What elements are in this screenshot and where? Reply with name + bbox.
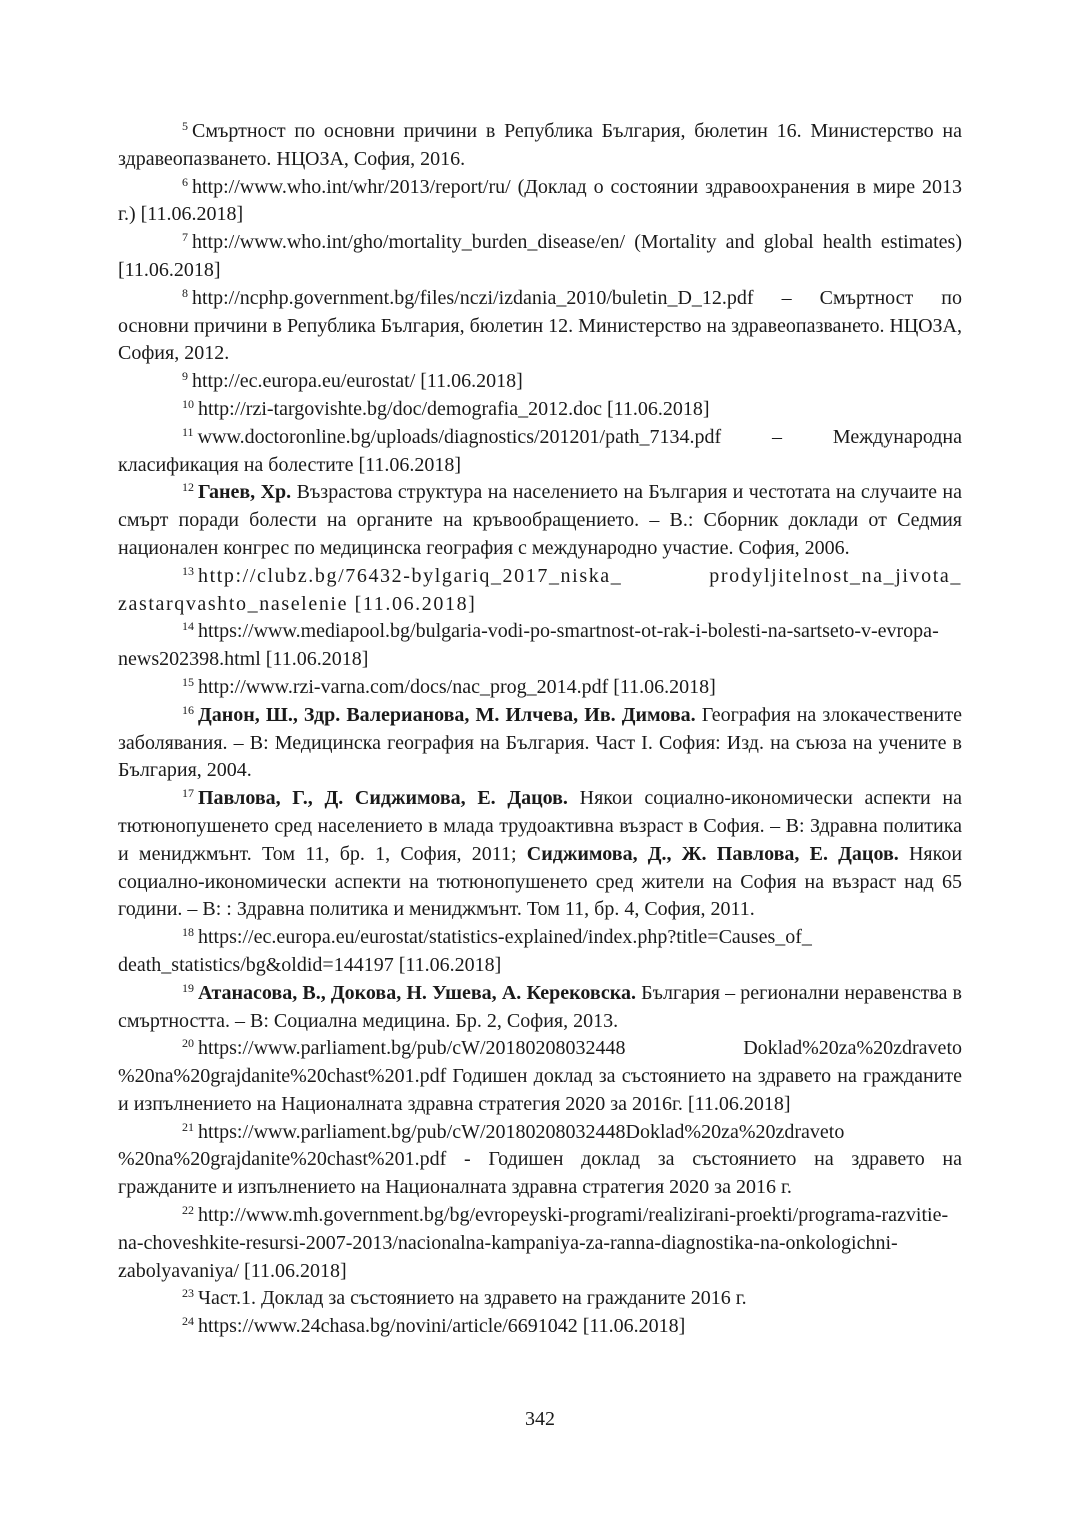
footnote-text: http://www.who.int/whr/2013/report/ru/ (Доклад о состоянии здравоохранения в мире 2013 г.) [11.06.2018]	[118, 175, 962, 226]
page-number: 342	[525, 1408, 555, 1430]
footnote	[118, 396, 962, 424]
footnote	[118, 702, 962, 785]
footnote	[118, 1313, 962, 1341]
footnote-text: https://www.mediapool.bg/bulgaria-vodi-po-smartnost-ot-rak-i-bolesti-na-sartseto-v-evropa-news202398.html [11.06.2018]	[118, 620, 939, 671]
footnote-number: 14	[182, 619, 194, 634]
footnote	[118, 424, 962, 480]
footnote-number: 10	[182, 396, 194, 411]
footnote-number: 17	[182, 786, 194, 801]
footnote-number: 21	[182, 1119, 194, 1134]
footnote-number: 22	[182, 1203, 194, 1218]
footnote	[118, 563, 962, 619]
footnote-text: http://ec.europa.eu/eurostat/ [11.06.2018]	[192, 370, 523, 393]
footnote-author: Атанасова, В., Докова, Н. Ушева, А. Керековска.	[198, 981, 636, 1004]
footnote	[118, 368, 962, 396]
footnote-number: 18	[182, 925, 194, 940]
footnote-text: Част.1. Доклад за състоянието на здравето на гражданите 2016 г.	[198, 1287, 747, 1310]
footnote	[118, 479, 962, 562]
footnote-text: Възрастова структура на населението на България и честотата на случаите на смърт поради болести на органите на кръвообращението. – В.: Сборник доклади от Седмия национален конгрес по медицинска география с международно участие. София, 2006.	[118, 481, 963, 559]
footnote-number: 13	[182, 563, 194, 578]
footnote-text: https://www.parliament.bg/pub/cW/20180208032448Doklad%20za%20zdraveto %20na%20grajdanite%20chast%201.pdf - Годишен доклад за състоянието на здравето на гражданите и изпълнението на Националната здравна стратегия 2020 за 2016 г.	[118, 1120, 962, 1199]
footnote	[118, 229, 962, 285]
footnote-number: 16	[182, 702, 194, 717]
footnote-text: http://www.who.int/gho/mortality_burden_disease/en/ (Mortality and global health estimates) [11.06.2018]	[118, 231, 962, 281]
footnote-text: https://www.parliament.bg/pub/cW/20180208032448 Doklad%20za%20zdraveto %20na%20grajdanite%20chast%201.pdf Годишен доклад за състоянието на здравето на гражданите и изпълнението на Националната здравна стратегия 2020 за 2016г. [11.06.2018]	[118, 1037, 962, 1115]
footnote-author: Павлова, Г., Д. Сиджимова, Е. Дацов.	[198, 787, 568, 810]
footnote	[118, 1119, 962, 1202]
footnote-number: 20	[182, 1036, 194, 1051]
footnote-number: 8	[182, 285, 188, 300]
footnote-text: Някои социално-икономически аспекти на тютюнопушенето сред населението в млада трудоактивна възраст в София. – В: Здравна политика и мениджмънт. Том 11, бр. 1, София, 2011;	[118, 787, 963, 865]
footnote-text: Смъртност по основни причини в Република България, бюлетин 16. Министерство на здравеопазването. НЦОЗА, София, 2016.	[118, 120, 962, 170]
footnote-number: 24	[182, 1314, 194, 1329]
footnote-number: 6	[182, 174, 188, 189]
footnote	[118, 785, 962, 924]
footnote-text: България – регионални неравенства в смъртността. – В: Социална медицина. Бр. 2, София, 2013.	[118, 981, 962, 1032]
footnote	[118, 924, 962, 980]
footnotes-section	[118, 118, 962, 1341]
footnote-text: География на злокачествените заболявания. – В: Медицинска география на България. Част I. София: Изд. на съюза на учените в България, 2004.	[118, 703, 963, 782]
footnote	[118, 174, 962, 230]
footnote-number: 12	[182, 480, 194, 495]
footnote-text: https://www.24chasa.bg/novini/article/6691042 [11.06.2018]	[198, 1315, 686, 1338]
footnote-number: 5	[182, 119, 188, 133]
footnote	[118, 1285, 962, 1313]
footnote-author: Ганев, Хр.	[198, 481, 292, 504]
footnote	[118, 285, 962, 368]
footnote-text: Някои социално-икономически аспекти на тютюнопушенето сред жители на София на възраст над 65 години. – В: : Здравна политика и мениджмънт. Том 11, бр. 4, София, 2011.	[118, 842, 963, 921]
footnote-author: Данон, Ш., Здр. Валерианова, М. Илчева, Ив. Димова.	[198, 703, 696, 726]
footnote-text: http://clubz.bg/76432-bylgariq_2017_niska_ prodyljitelnost_na_jivota_ zastarqvashto_naselenie [11.06.2018]	[118, 564, 962, 615]
footnote	[118, 1202, 962, 1285]
footnote-number: 15	[182, 674, 194, 689]
footnote-number: 9	[182, 369, 188, 384]
footnote	[118, 618, 962, 674]
footnote-text: http://ncphp.government.bg/files/nczi/izdania_2010/buletin_D_12.pdf – Смъртност по основни причини в Република България, бюлетин 12. Министерство на здравеопазването. НЦОЗА, София, 2012.	[118, 286, 962, 365]
footnote-text: http://rzi-targovishte.bg/doc/demografia_2012.doc [11.06.2018]	[198, 397, 710, 420]
footnote-text: http://www.mh.government.bg/bg/evropeyski-programi/realizirani-proekti/programa-razvitie-na-choveshkite-resursi-2007-2013/nacionalna-kampaniya-za-ranna-diagnostika-na-onkologichni-zabolyavaniya/ [11.06.2018]	[118, 1204, 949, 1282]
footnote-text: https://ec.europa.eu/eurostat/statistics-explained/index.php?title=Causes_of_ death_statistics/bg&oldid=144197 [11.06.2018]	[118, 926, 812, 976]
footnote	[118, 980, 962, 1036]
footnote-number: 23	[182, 1286, 194, 1301]
footnote-number: 19	[182, 980, 194, 995]
footnote	[118, 1035, 962, 1118]
footnote-author: Сиджимова, Д., Ж. Павлова, Е. Дацов.	[526, 842, 899, 865]
footnote	[118, 118, 962, 174]
footnote	[118, 674, 962, 702]
footnote-number: 11	[182, 424, 194, 439]
footnote-text: http://www.rzi-varna.com/docs/nac_prog_2014.pdf [11.06.2018]	[198, 675, 716, 698]
footnote-number: 7	[182, 230, 188, 245]
footnote-text: www.doctoronline.bg/uploads/diagnostics/201201/path_7134.pdf – Международна класификация на болестите [11.06.2018]	[118, 425, 962, 476]
